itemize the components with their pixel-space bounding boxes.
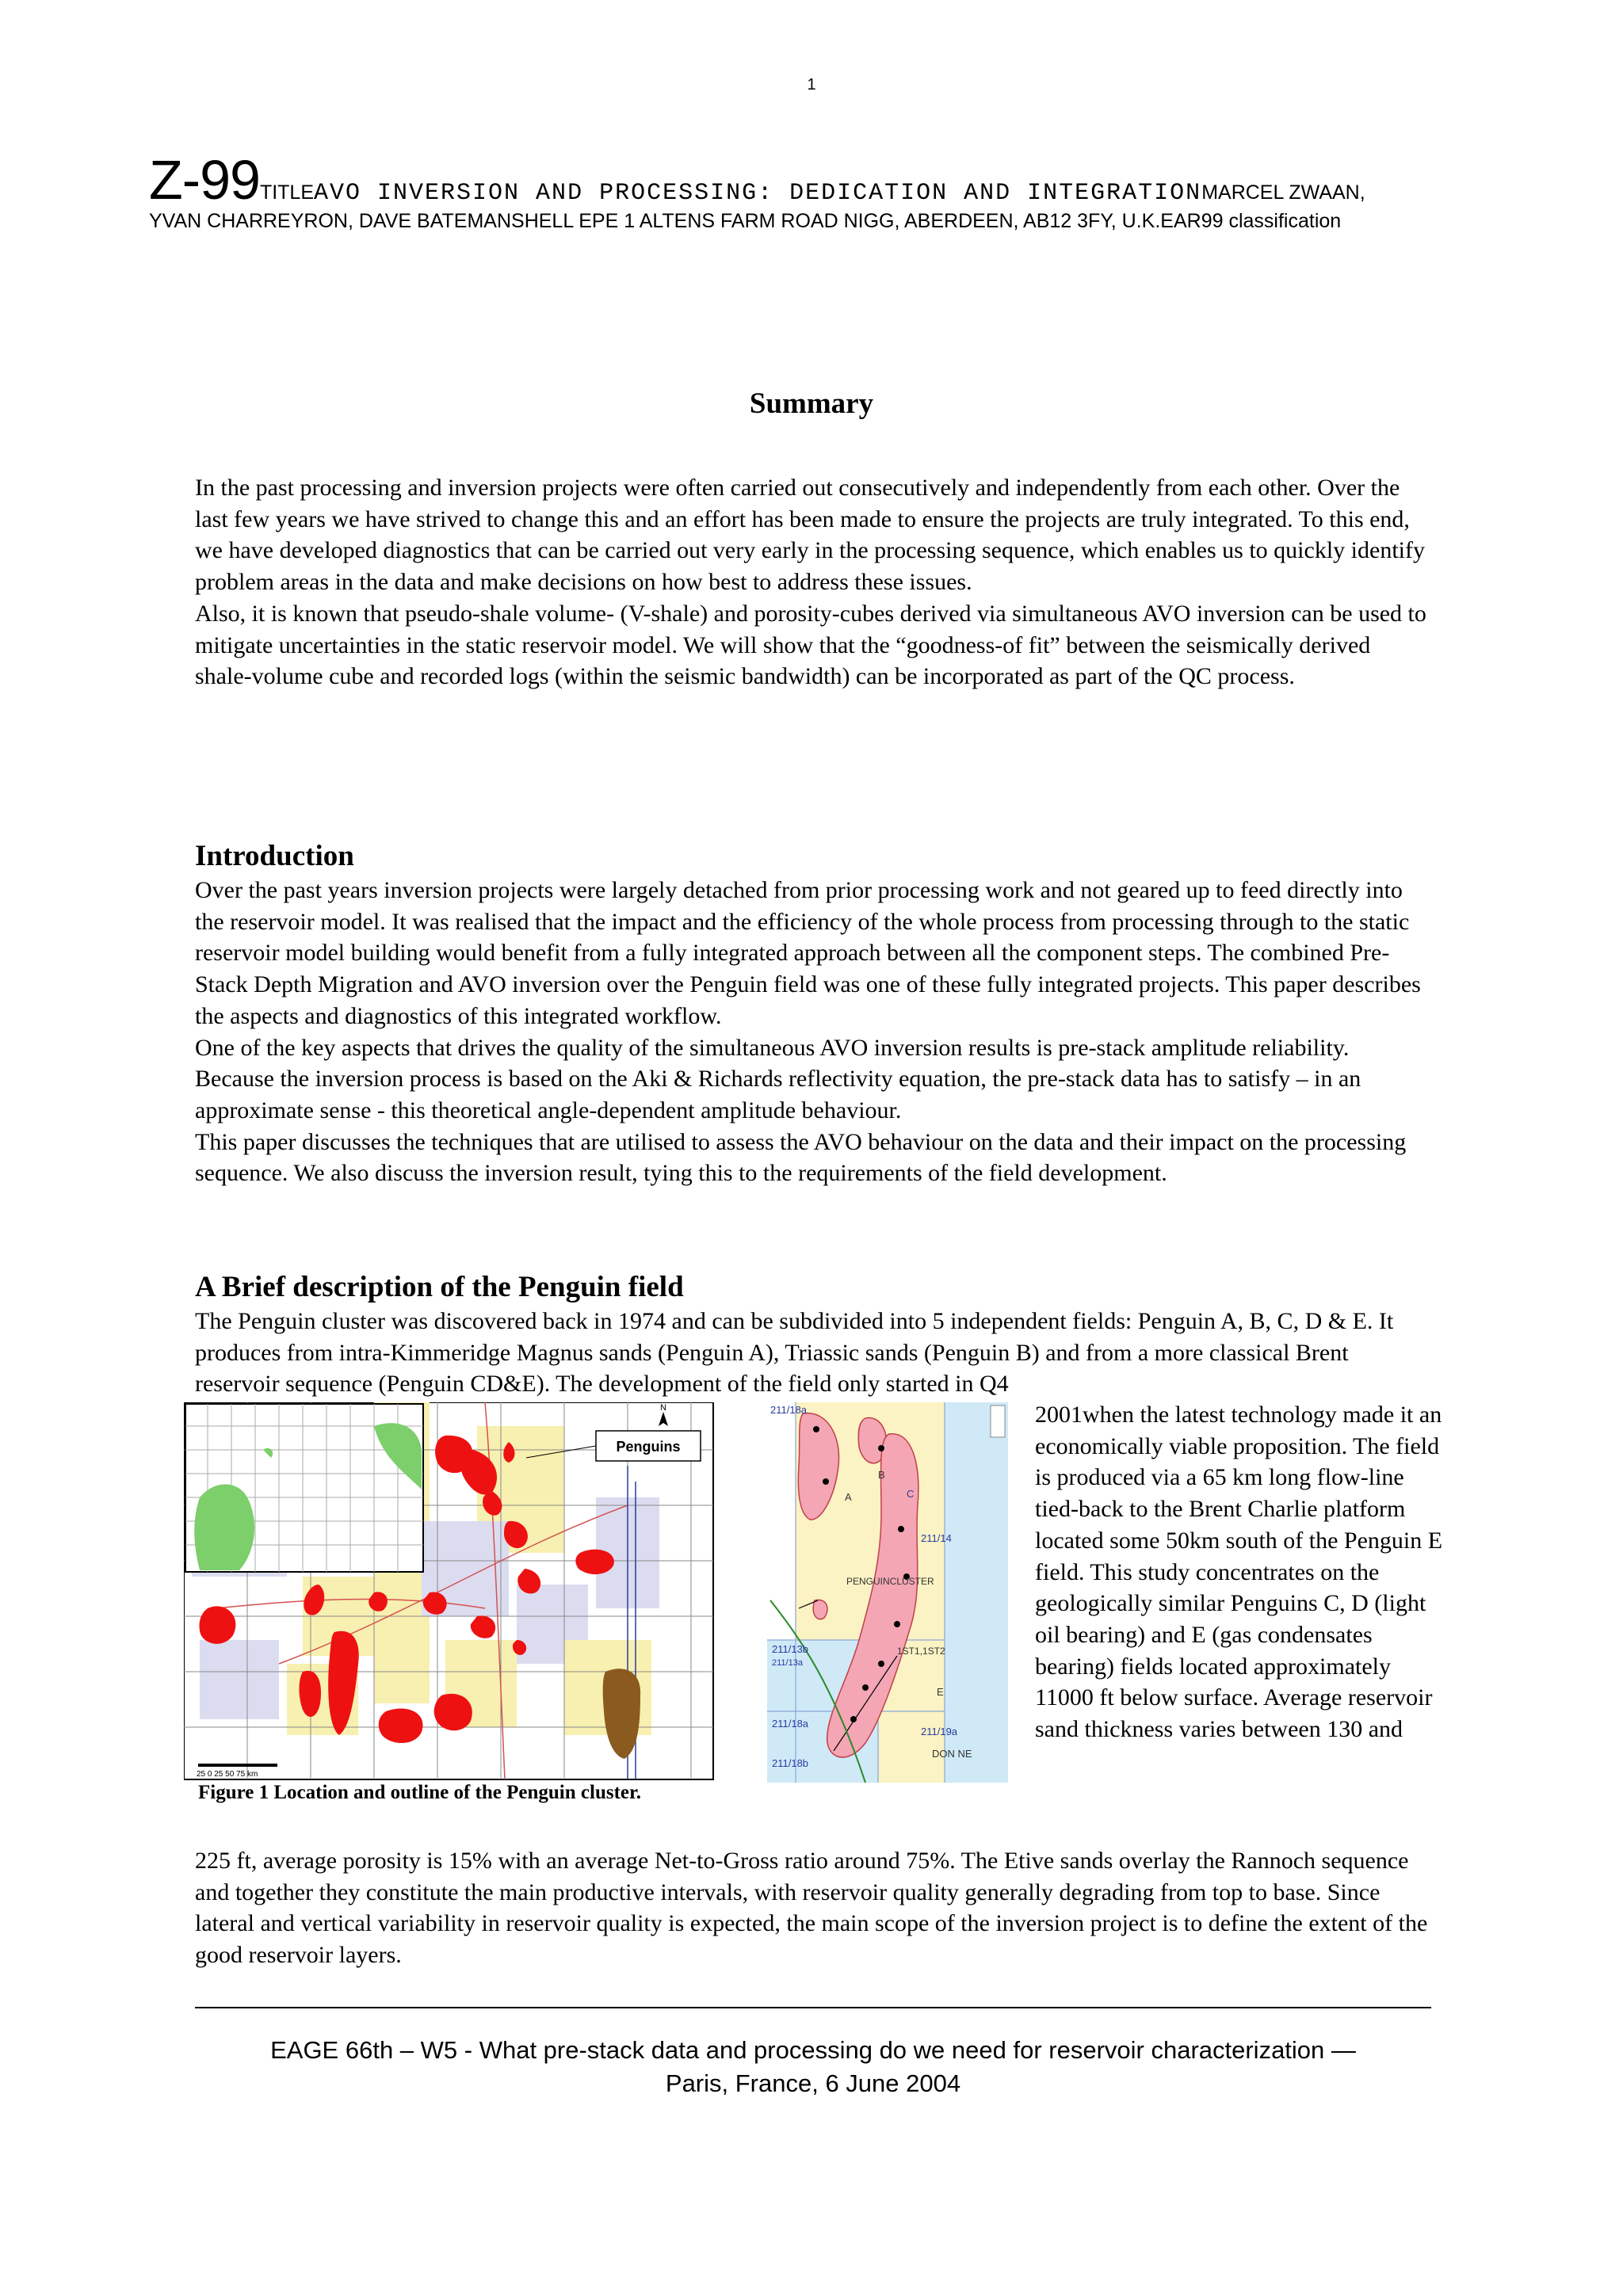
block-label: 211/13a	[772, 1658, 803, 1668]
field-label: DON NE	[932, 1748, 972, 1760]
authors-affiliation: MARCEL ZWAAN, YVAN CHARREYRON, DAVE BATEMANSHELL EPE 1 ALTENS FARM ROAD NIGG, ABERDEEN, AB12 3FY, U.K.EAR99 classification	[149, 181, 1365, 232]
paper-code: Z-99	[149, 149, 260, 211]
block-label: 211/18b	[772, 1757, 809, 1769]
paper-header	[149, 151, 1385, 234]
cluster-label: PENGUINCLUSTER	[846, 1576, 934, 1587]
penguin-heading: A Brief description of the Penguin field	[195, 1271, 684, 1303]
summary-paragraph: Also, it is known that pseudo-shale volume- (V-shale) and porosity-cubes derived via simultaneous AVO inversion can be used to mitigate uncertainties in the static reservoir model. We will show that the “goodness-of fit” between the seismically derived shale-volume cube and recorded logs (within the seismic bandwidth) can be incorporated as part of the QC process.	[195, 600, 1426, 690]
block-label: 211/18a	[770, 1404, 808, 1416]
footer-line-1: EAGE 66th – W5 - What pre-stack data and processing do we need for reservoir characterization —	[270, 2036, 1356, 2064]
location-maps	[184, 1402, 1008, 1783]
footer	[195, 2034, 1431, 2100]
field-label-b: B	[878, 1469, 885, 1481]
paper-title: AVO INVERSION AND PROCESSING: DEDICATION AND INTEGRATION	[314, 180, 1202, 207]
field-label-c: C	[907, 1488, 915, 1500]
regional-map	[184, 1402, 713, 1779]
block-label: 211/18a	[772, 1718, 809, 1730]
intro-paragraph: This paper discusses the techniques that are utilised to assess the AVO behaviour on the data and their impact on the processing sequence. We also discuss the inversion result, tying this to the requirements of the field development.	[195, 1128, 1407, 1187]
well-label: 1ST1,1ST2	[897, 1646, 945, 1657]
block-label: 211/13b	[772, 1643, 809, 1655]
figure-1-caption: Figure 1 Location and outline of the Penguin cluster.	[198, 1782, 642, 1803]
footer-rule	[195, 2007, 1431, 2008]
north-label: N	[660, 1403, 666, 1413]
scale-bar-label: 25 0 25 50 75 km	[197, 1770, 258, 1779]
penguin-paragraph-3: 225 ft, average porosity is 15% with an average Net-to-Gross ratio around 75%. The Etive sands overlay the Rannoch sequence and together they constitute the main productive intervals, with reservoir quality generally degrading from top to base. Since lateral and vertical variability in reservoir quality is expected, the main scope of the inversion project is to define the extent of the good reservoir layers.	[195, 1848, 1428, 1969]
penguin-cluster-map	[767, 1402, 1008, 1783]
block-label: 211/14	[921, 1532, 952, 1544]
summary-section	[195, 472, 1431, 692]
footer-line-2: Paris, France, 6 June 2004	[665, 2069, 961, 2097]
title-label: TITLE	[259, 181, 315, 204]
summary-heading: Summary	[749, 387, 874, 420]
field-label-e: E	[937, 1686, 944, 1698]
penguin-paragraph-2: 2001when the latest technology made it an economically viable proposition. The field is produced via a 65 km long flow-line tied-back to the Brent Charlie platform located some 50km south of the Penguin E field. This study concentrates on the geologically similar Penguins C, D (light oil bearing) and E (gas condensates bearing) fields located approximately 11000 ft below surface. Average reservoir sand thickness varies between 130 and	[1035, 1402, 1443, 1743]
introduction-heading: Introduction	[195, 840, 354, 872]
field-label-a: A	[845, 1491, 852, 1503]
intro-paragraph: One of the key aspects that drives the quality of the simultaneous AVO inversion results is pre-stack amplitude reliability. Because the inversion process is based on the Aki & Richards reflectivity equation, the pre-stack data has to satisfy – in an approximate sense - this theoretical angle-dependent amplitude behaviour.	[195, 1034, 1361, 1123]
block-label: 211/19a	[921, 1726, 958, 1737]
penguin-paragraph-1: The Penguin cluster was discovered back in 1974 and can be subdivided into 5 independent fields: Penguin A, B, C, D & E. It produces from intra-Kimmeridge Magnus sands (Penguin A), Triassic sands (Penguin B) and from a more classical Brent reservoir sequence (Penguin CD&E). The development of the field only started in Q4	[195, 1308, 1394, 1398]
summary-paragraph: In the past processing and inversion projects were often carried out consecutively and independently from each other. Over the last few years we have strived to change this and an effort has been made to ensure the projects are truly integrated. To this end, we have developed diagnostics that can be carried out very early in the processing sequence, which enables us to quickly identify problem areas in the data and make decisions on how best to address these issues.	[195, 475, 1425, 596]
page-number: 1	[807, 76, 816, 93]
intro-paragraph: Over the past years inversion projects were largely detached from prior processing work and not geared up to feed directly into the reservoir model. It was realised that the impact and the efficiency of the whole process from processing through to the static reservoir model building would benefit from a fully integrated approach between all the component steps. The combined Pre-Stack Depth Migration and AVO inversion over the Penguin field was one of these fully integrated projects. This paper describes the aspects and diagnostics of this integrated workflow.	[195, 877, 1421, 1029]
introduction-section	[195, 875, 1431, 1189]
penguins-callout: Penguins	[616, 1439, 681, 1455]
figure-1	[184, 1402, 1008, 1783]
